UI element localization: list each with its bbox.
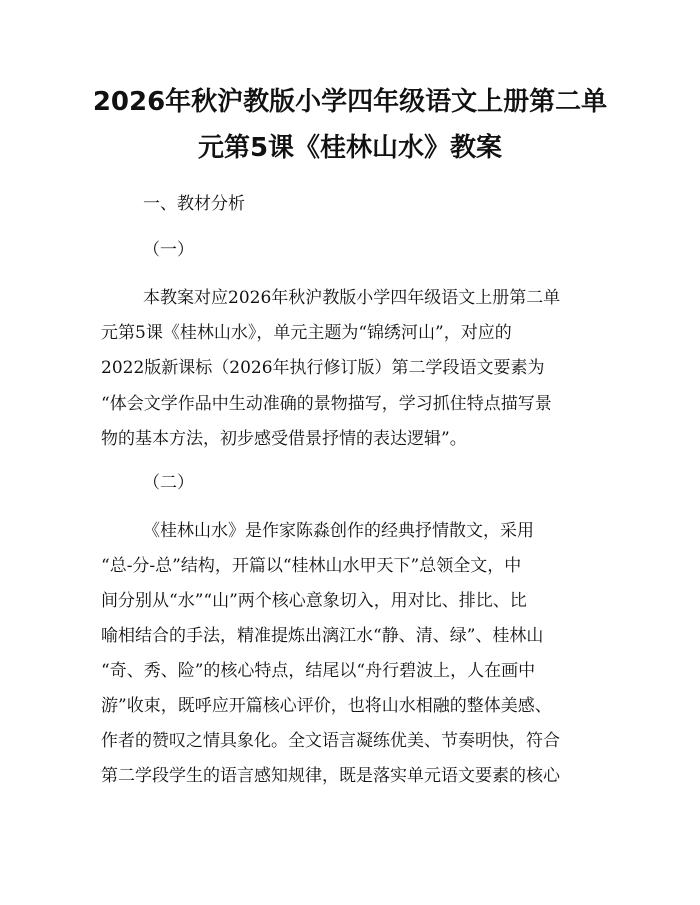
paragraph-1-line: “体会文学作品中生动准确的景物描写，学习抓住特点描写景 [101, 394, 552, 414]
paragraph-2-line: “总-分-总”结构，开篇以“桂林山水甲天下”总领全文，中 [101, 556, 522, 576]
paragraph-2-line: “奇、秀、险”的核心特点，结尾以“舟行碧波上，人在画中 [101, 661, 536, 681]
document-title-line-1: 2026年秋沪教版小学四年级语文上册第二单 [92, 87, 608, 117]
paragraph-1-line: 2022版新课标（2026年执行修订版）第二学段语文要素为 [101, 358, 545, 378]
paragraph-2-line: 第二学段学生的语言感知规律，既是落实单元语文要素的核心 [101, 766, 560, 786]
paragraph-2-line: 游”收束，既呼应开篇核心评价，也将山水相融的整体美感、 [101, 696, 552, 716]
subsection-heading-1: （一） [143, 240, 194, 260]
paragraph-2-line: 作者的赞叹之情具象化。全文语言凝练优美、节奏明快，符合 [101, 731, 560, 751]
paragraph-2-line: 间分别从“水”“山”两个核心意象切入，用对比、排比、比 [101, 591, 527, 611]
paragraph-1-line: 物的基本方法，初步感受借景抒情的表达逻辑”。 [101, 429, 467, 449]
paragraph-1-line: 元第5课《桂林山水》，单元主题为“锦绣河山”，对应的 [101, 323, 512, 343]
document-title-line-2: 元第5课《桂林山水》教案 [197, 133, 503, 163]
paragraph-1-line: 本教案对应2026年秋沪教版小学四年级语文上册第二单 [143, 288, 561, 308]
paragraph-2-line: 喻相结合的手法，精准提炼出漓江水“静、清、绿”、桂林山 [101, 626, 544, 646]
subsection-heading-2: （二） [143, 473, 194, 493]
section-heading-textbook-analysis: 一、教材分析 [143, 194, 245, 214]
paragraph-2-line: 《桂林山水》是作家陈淼创作的经典抒情散文，采用 [143, 521, 534, 541]
